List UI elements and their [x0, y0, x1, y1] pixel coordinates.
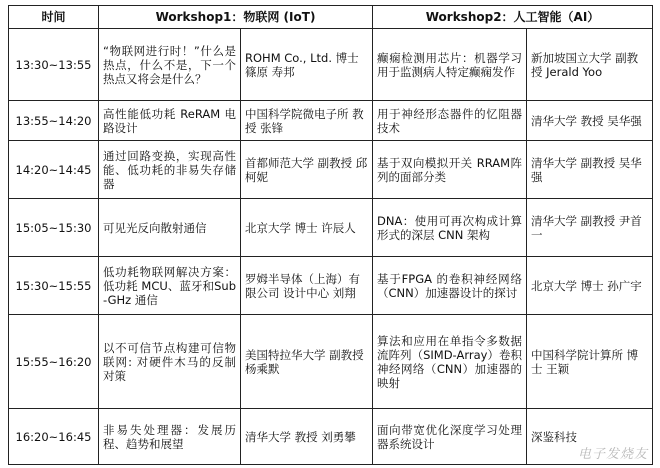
- workshop2-topic: 基于FPGA 的卷积神经网络（CNN）加速器设计的探讨: [373, 257, 527, 315]
- workshop2-speaker: 深鉴科技: [527, 409, 653, 465]
- workshop2-topic: 算法和应用在单指令多数据流阵列（SIMD-Array）卷积神经网络（CNN）加速器的映射: [373, 315, 527, 409]
- workshop1-topic: 低功耗物联网解决方案：低功耗 MCU、蓝牙和Sub-GHz 通信: [99, 257, 241, 315]
- table-row: [9, 409, 653, 465]
- workshop2-topic: 基于双向模拟开关 RRAM阵列的面部分类: [373, 141, 527, 199]
- row-time: 15:55~16:20: [9, 315, 99, 409]
- workshop1-speaker: 北京大学 博士 许辰人: [241, 199, 373, 257]
- workshop1-topic: 以不可信节点构建可信物联网: 对硬件木马的反制对策: [99, 315, 241, 409]
- row-time: 13:55~14:20: [9, 101, 99, 141]
- row-time: 15:05~15:30: [9, 199, 99, 257]
- workshop1-speaker: 美国特拉华大学 副教授 杨乘默: [241, 315, 373, 409]
- workshop2-topic: 面向带宽优化深度学习处理器系统设计: [373, 409, 527, 465]
- table-body: [9, 29, 653, 465]
- workshop2-speaker: 新加坡国立大学 副教授 Jerald Yoo: [527, 29, 653, 101]
- watermark: 电子发烧友: [577, 447, 648, 462]
- workshop2-topic: DNA：使用可再次构成计算形式的深层 CNN 架构: [373, 199, 527, 257]
- row-time: 13:30~13:55: [9, 29, 99, 101]
- header-time: 时间: [9, 6, 99, 29]
- workshop2-speaker: 北京大学 博士 孙广宇: [527, 257, 653, 315]
- workshop2-speaker: 清华大学 副教授 吴华强: [527, 141, 653, 199]
- workshop2-speaker: 中国科学院计算所 博士 王颖: [527, 315, 653, 409]
- workshop2-topic: 癫痫检测用芯片：机器学习用于监测病人特定癫痫发作: [373, 29, 527, 101]
- row-time: 15:30~15:55: [9, 257, 99, 315]
- table-row: [9, 141, 653, 199]
- table-row: [9, 101, 653, 141]
- table-row: [9, 29, 653, 101]
- header-workshop2: Workshop2：人工智能（AI）: [373, 6, 653, 29]
- workshop1-speaker: 中国科学院微电子所 教授 张锋: [241, 101, 373, 141]
- workshop1-speaker: 罗姆半导体（上海）有限公司 设计中心 刘翔: [241, 257, 373, 315]
- workshop2-speaker: 清华大学 教授 吴华强: [527, 101, 653, 141]
- workshop1-topic: 通过回路变换，实现高性能、低功耗的非易失存储器: [99, 141, 241, 199]
- table-row: [9, 257, 653, 315]
- workshop2-topic: 用于神经形态器件的忆阻器技术: [373, 101, 527, 141]
- header-workshop1: Workshop1：物联网 (IoT): [99, 6, 373, 29]
- workshop2-speaker: 清华大学 副教授 尹首一: [527, 199, 653, 257]
- row-time: 14:20~14:45: [9, 141, 99, 199]
- workshop1-speaker: ROHM Co., Ltd. 博士 篠原 寿邦: [241, 29, 373, 101]
- workshop1-topic: 高性能低功耗 ReRAM 电路设计: [99, 101, 241, 141]
- header-row: [9, 6, 653, 29]
- workshop1-topic: “物联网进行时！”什么是热点，什么不是，下一个热点又将会是什么？: [99, 29, 241, 101]
- row-time: 16:20~16:45: [9, 409, 99, 465]
- table-header: [9, 6, 653, 29]
- table-row: [9, 199, 653, 257]
- workshop1-speaker: 清华大学 教授 刘勇攀: [241, 409, 373, 465]
- workshop1-speaker: 首都师范大学 副教授 邱柯妮: [241, 141, 373, 199]
- workshop1-topic: 可见光反向散射通信: [99, 199, 241, 257]
- workshop-schedule-table: [8, 5, 653, 465]
- table-row: [9, 315, 653, 409]
- workshop1-topic: 非易失处理器：发展历程、趋势和展望: [99, 409, 241, 465]
